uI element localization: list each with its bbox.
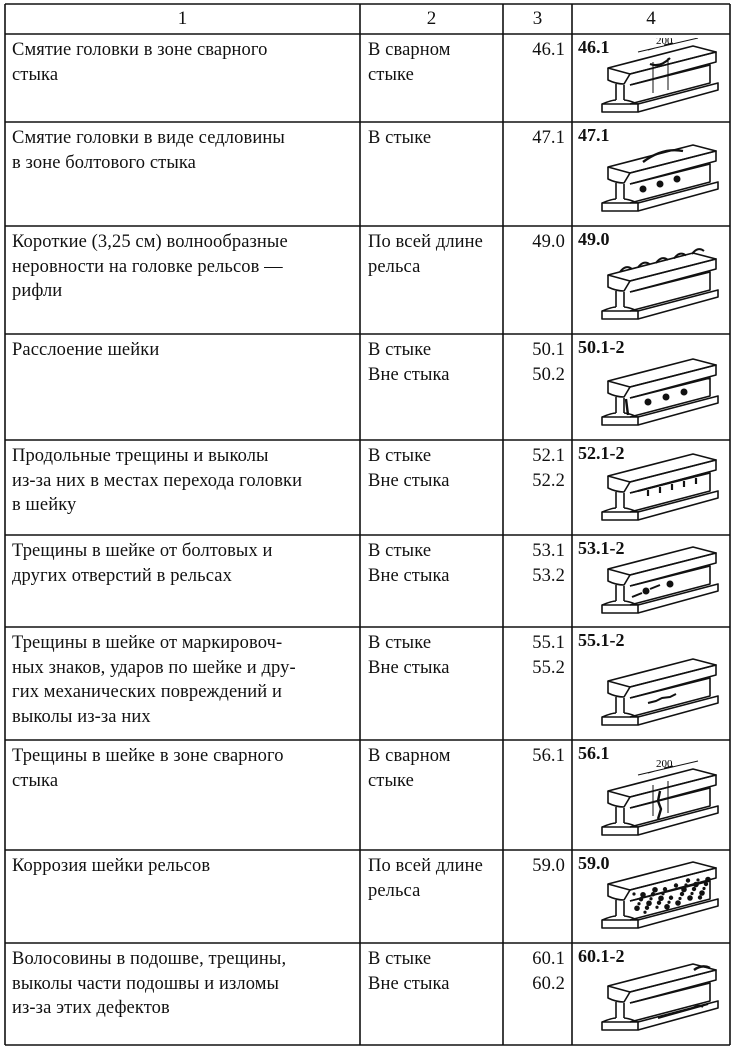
bolt-hole <box>664 904 670 910</box>
bolt-hole <box>686 878 690 882</box>
rail-base-front <box>602 203 638 211</box>
defect-description: Трещины в шейке в зоне сварного стыка <box>12 746 284 791</box>
bolt-hole <box>699 890 705 896</box>
bolt-hole <box>680 892 684 896</box>
bolt-hole <box>643 588 650 595</box>
rail-base-front <box>602 827 638 835</box>
figure-label: 52.1-2 <box>578 443 625 463</box>
defect-code: 60.1 60.2 <box>532 949 565 994</box>
defect-location: В стыке Вне стыка <box>368 446 450 491</box>
defect-description: Смятие головки в зоне сварного стыка <box>12 40 268 85</box>
rail-base-side <box>638 806 718 835</box>
rail-web-corrosion-figure <box>598 854 723 939</box>
rail-head-top <box>608 769 716 797</box>
rail-base-side <box>638 83 718 112</box>
bolt-hole <box>649 897 652 900</box>
rail-head-top <box>608 145 716 173</box>
defect-code: 46.1 <box>532 40 565 60</box>
bolt-hole <box>663 887 667 891</box>
rail-base-front <box>602 717 638 725</box>
defect-description: Расслоение шейки <box>12 340 160 360</box>
base-crack <box>658 1004 708 1018</box>
rail-base-front <box>602 417 638 425</box>
bolt-hole <box>643 911 646 914</box>
rail-base-side <box>638 182 718 211</box>
bolt-hole <box>646 900 652 906</box>
rail-head-top <box>608 862 716 890</box>
bolt-hole <box>690 892 693 895</box>
figure-label: 60.1-2 <box>578 946 625 966</box>
rail-head-top <box>608 359 716 387</box>
column-header: 3 <box>532 8 543 29</box>
bolt-hole <box>698 895 702 899</box>
defect-description: Продольные трещины и выколы из-за них в местах перехода головки в шейку <box>12 446 303 515</box>
rail-saddle-bolted-figure <box>598 126 723 222</box>
bolt-hole <box>667 901 670 904</box>
defect-location: В стыке <box>368 128 432 148</box>
bolt-hole <box>704 882 708 886</box>
defect-location: В стыке Вне стыка <box>368 633 450 678</box>
figure-label: 47.1 <box>578 125 610 145</box>
figure-label: 49.0 <box>578 229 610 249</box>
defect-code: 56.1 <box>532 746 565 766</box>
bolt-hole <box>692 887 696 891</box>
rail-head-top <box>608 659 716 687</box>
bolt-hole <box>669 896 673 900</box>
rail-web-split-figure <box>598 338 723 436</box>
bolt-hole <box>655 906 658 909</box>
rail-base-defects-figure <box>598 947 723 1041</box>
rail-head-top <box>608 454 716 482</box>
rail-base-front <box>602 512 638 520</box>
defect-code: 52.1 52.2 <box>532 446 565 491</box>
rail-base-front <box>602 605 638 613</box>
figure-label: 59.0 <box>578 853 610 873</box>
rail-base-side <box>638 290 718 319</box>
bolt-hole <box>674 176 681 183</box>
bolt-hole <box>667 581 674 588</box>
bolt-hole <box>681 389 688 396</box>
rail-web-mark-cracks-figure <box>598 631 723 736</box>
column-header: 4 <box>646 8 656 29</box>
defect-code: 49.0 <box>532 232 565 252</box>
defect-location: В стыке Вне стыка <box>368 949 450 994</box>
web-crack <box>658 791 661 819</box>
rail-head-top <box>608 46 716 74</box>
bolt-hole <box>674 883 678 887</box>
defect-code: 50.1 50.2 <box>532 340 565 385</box>
figure-label: 46.1 <box>578 37 610 57</box>
rail-base-side <box>638 696 718 725</box>
dimension-label: 200 <box>656 758 673 770</box>
bolt-hole <box>696 878 699 881</box>
defect-description: Коррозия шейки рельсов <box>12 856 211 876</box>
column-header: 2 <box>426 8 437 29</box>
rail-weld-web-crack-figure <box>598 744 723 846</box>
rail-head-web-cracks-figure <box>598 444 723 531</box>
rail-head-top <box>608 547 716 575</box>
defect-location: В сварном стыке <box>368 746 451 791</box>
rail-base-front <box>602 1022 638 1030</box>
defect-description: Смятие головки в виде седловины в зоне болтового стыка <box>12 128 285 173</box>
bolt-hole <box>637 902 640 905</box>
rail-base-side <box>638 491 718 520</box>
bolt-hole <box>702 887 705 890</box>
bolt-hole <box>657 181 664 188</box>
defect-code: 55.1 55.2 <box>532 633 565 678</box>
defect-code: 47.1 <box>532 128 565 148</box>
bolt-hole <box>651 892 655 896</box>
defect-location: По всей длине рельса <box>368 232 483 277</box>
bolt-hole <box>681 887 687 893</box>
column-header: 1 <box>177 8 188 29</box>
bolt-hole <box>684 883 687 886</box>
bolt-hole <box>645 906 649 910</box>
bolt-hole <box>705 877 711 883</box>
figure-label: 56.1 <box>578 743 610 763</box>
rail-base-front <box>602 104 638 112</box>
defect-code: 53.1 53.2 <box>532 541 565 586</box>
defect-code: 59.0 <box>532 856 565 876</box>
bolt-hole <box>634 905 640 911</box>
defect-description: Короткие (3,25 см) волнообразные неровности на головке рельсов — рифли <box>12 232 288 301</box>
bolt-hole <box>693 882 699 888</box>
corrugation-wave <box>692 249 704 254</box>
bolt-hole <box>658 895 664 901</box>
mark-crack <box>648 694 676 703</box>
bolt-hole <box>640 186 647 193</box>
defect-location: По всей длине рельса <box>368 856 483 901</box>
rail-base-front <box>602 311 638 319</box>
rail-base-front <box>602 920 638 928</box>
bolt-hole <box>661 892 664 895</box>
figure-label: 55.1-2 <box>578 630 625 650</box>
defect-description: Трещины в шейке от маркировоч- ных знаков, ударов по шейке и дру- гих механических повреждений и выколы из-за них <box>12 633 296 727</box>
defect-description: Волосовины в подошве, трещины, выколы части подошвы и изломы из-за этих дефектов <box>12 949 287 1018</box>
bolt-hole <box>645 399 652 406</box>
defect-location: В стыке Вне стыка <box>368 541 450 586</box>
bolt-hole <box>687 895 693 901</box>
rail-weld-crush-figure <box>598 38 723 118</box>
bolt-hole <box>639 897 643 901</box>
bolt-hole <box>632 892 635 895</box>
defect-description: Трещины в шейке от болтовых и других отверстий в рельсах <box>12 541 273 586</box>
rail-bolthole-cracks-figure <box>598 539 723 623</box>
bolt-hole <box>675 900 681 906</box>
bolt-hole <box>663 394 670 401</box>
figure-label: 50.1-2 <box>578 337 625 357</box>
rail-corrugation-figure <box>598 230 723 330</box>
bolt-hole <box>640 892 646 898</box>
bolt-hole <box>678 897 681 900</box>
bolt-hole <box>652 887 658 893</box>
figure-label: 53.1-2 <box>578 538 625 558</box>
bolt-hole <box>657 901 661 905</box>
defect-location: В стыке Вне стыка <box>368 340 450 385</box>
dimension-label: 200 <box>656 38 673 47</box>
defect-location: В сварном стыке <box>368 40 451 85</box>
